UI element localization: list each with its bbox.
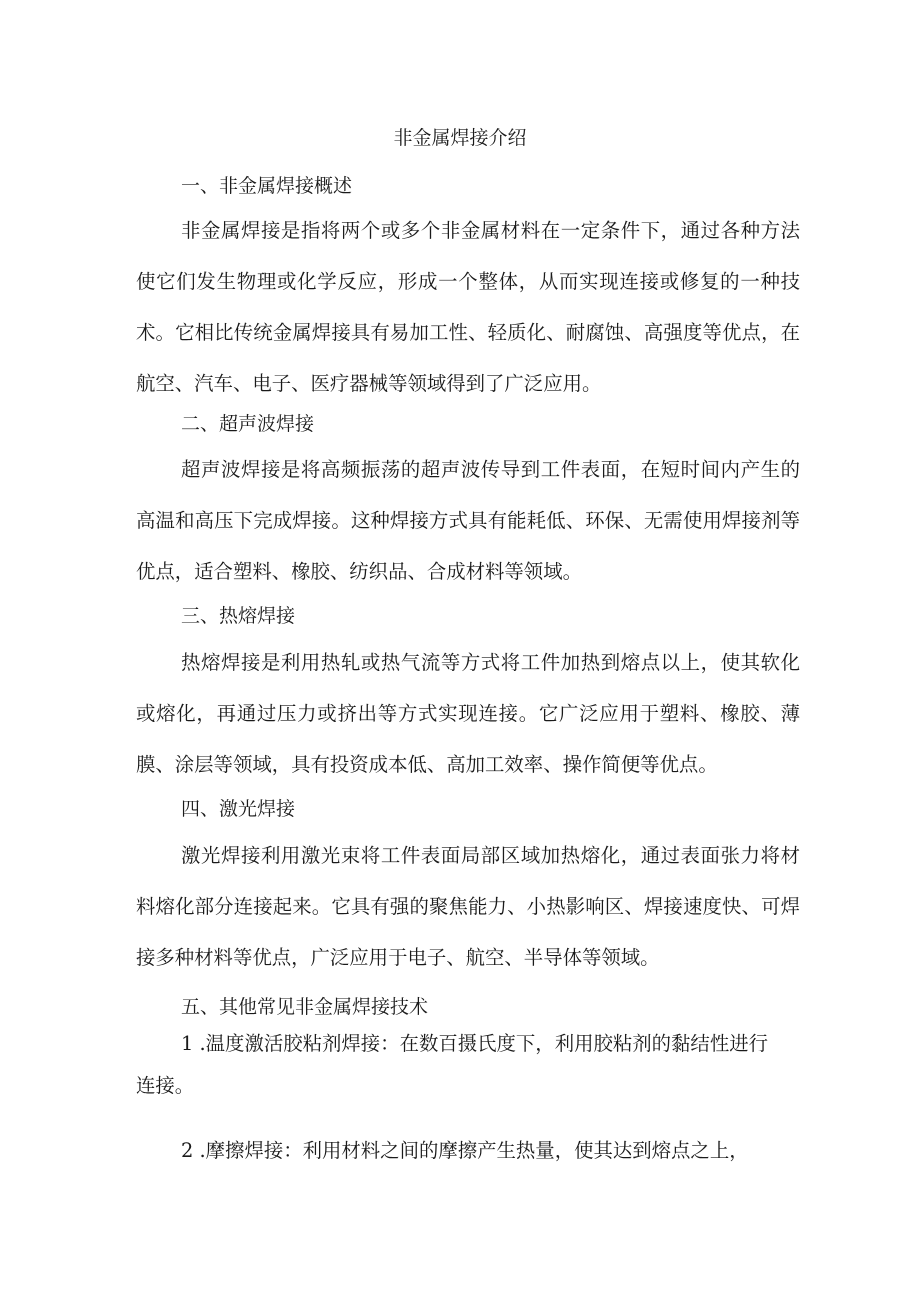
list-item-adhesive: 1 .温度激活胶粘剂焊接：在数百摄氏度下，利用胶粘剂的黏结性进行连接。 (136, 1032, 768, 1097)
section-heading-hot-melt: 三、热熔焊接 (181, 605, 296, 627)
section-body-overview: 非金属焊接是指将两个或多个非金属材料在一定条件下，通过各种方法使它们发生物理或化学反应，形成一个整体，从而实现连接或修复的一种技术。它相比传统金属焊接具有易加工性、轻质化、耐腐蚀、高强度等优点，在航空、汽车、电子、医疗器械等领域得到了广泛应用。 (136, 219, 800, 395)
section-body-hot-melt: 热熔焊接是利用热轧或热气流等方式将工件加热到熔点以上，使其软化或熔化，再通过压力或挤出等方式实现连接。它广泛应用于塑料、橡胶、薄膜、涂层等领域，具有投资成本低、高加工效率、操作简便等优点。 (136, 651, 800, 776)
list-item-friction: 2 .摩擦焊接：利用材料之间的摩擦产生热量，使其达到熔点之上， (181, 1139, 749, 1162)
section-heading-ultrasonic: 二、超声波焊接 (181, 413, 315, 435)
section-body-ultrasonic: 超声波焊接是将高频振荡的超声波传导到工件表面，在短时间内产生的高温和高压下完成焊接。这种焊接方式具有能耗低、环保、无需使用焊接剂等优点，适合塑料、橡胶、纺织品、合成材料等领域。 (136, 458, 800, 583)
section-heading-laser: 四、激光焊接 (181, 798, 296, 820)
section-heading-overview: 一、非金属焊接概述 (181, 175, 353, 197)
section-body-laser: 激光焊接利用激光束将工件表面局部区域加热熔化，通过表面张力将材料熔化部分连接起来。它具有强的聚焦能力、小热影响区、焊接速度快、可焊接多种材料等优点，广泛应用于电子、航空、半导体等领域。 (136, 844, 800, 969)
document-title: 非金属焊接介绍 (393, 127, 527, 149)
section-heading-other: 五、其他常见非金属焊接技术 (181, 996, 429, 1018)
